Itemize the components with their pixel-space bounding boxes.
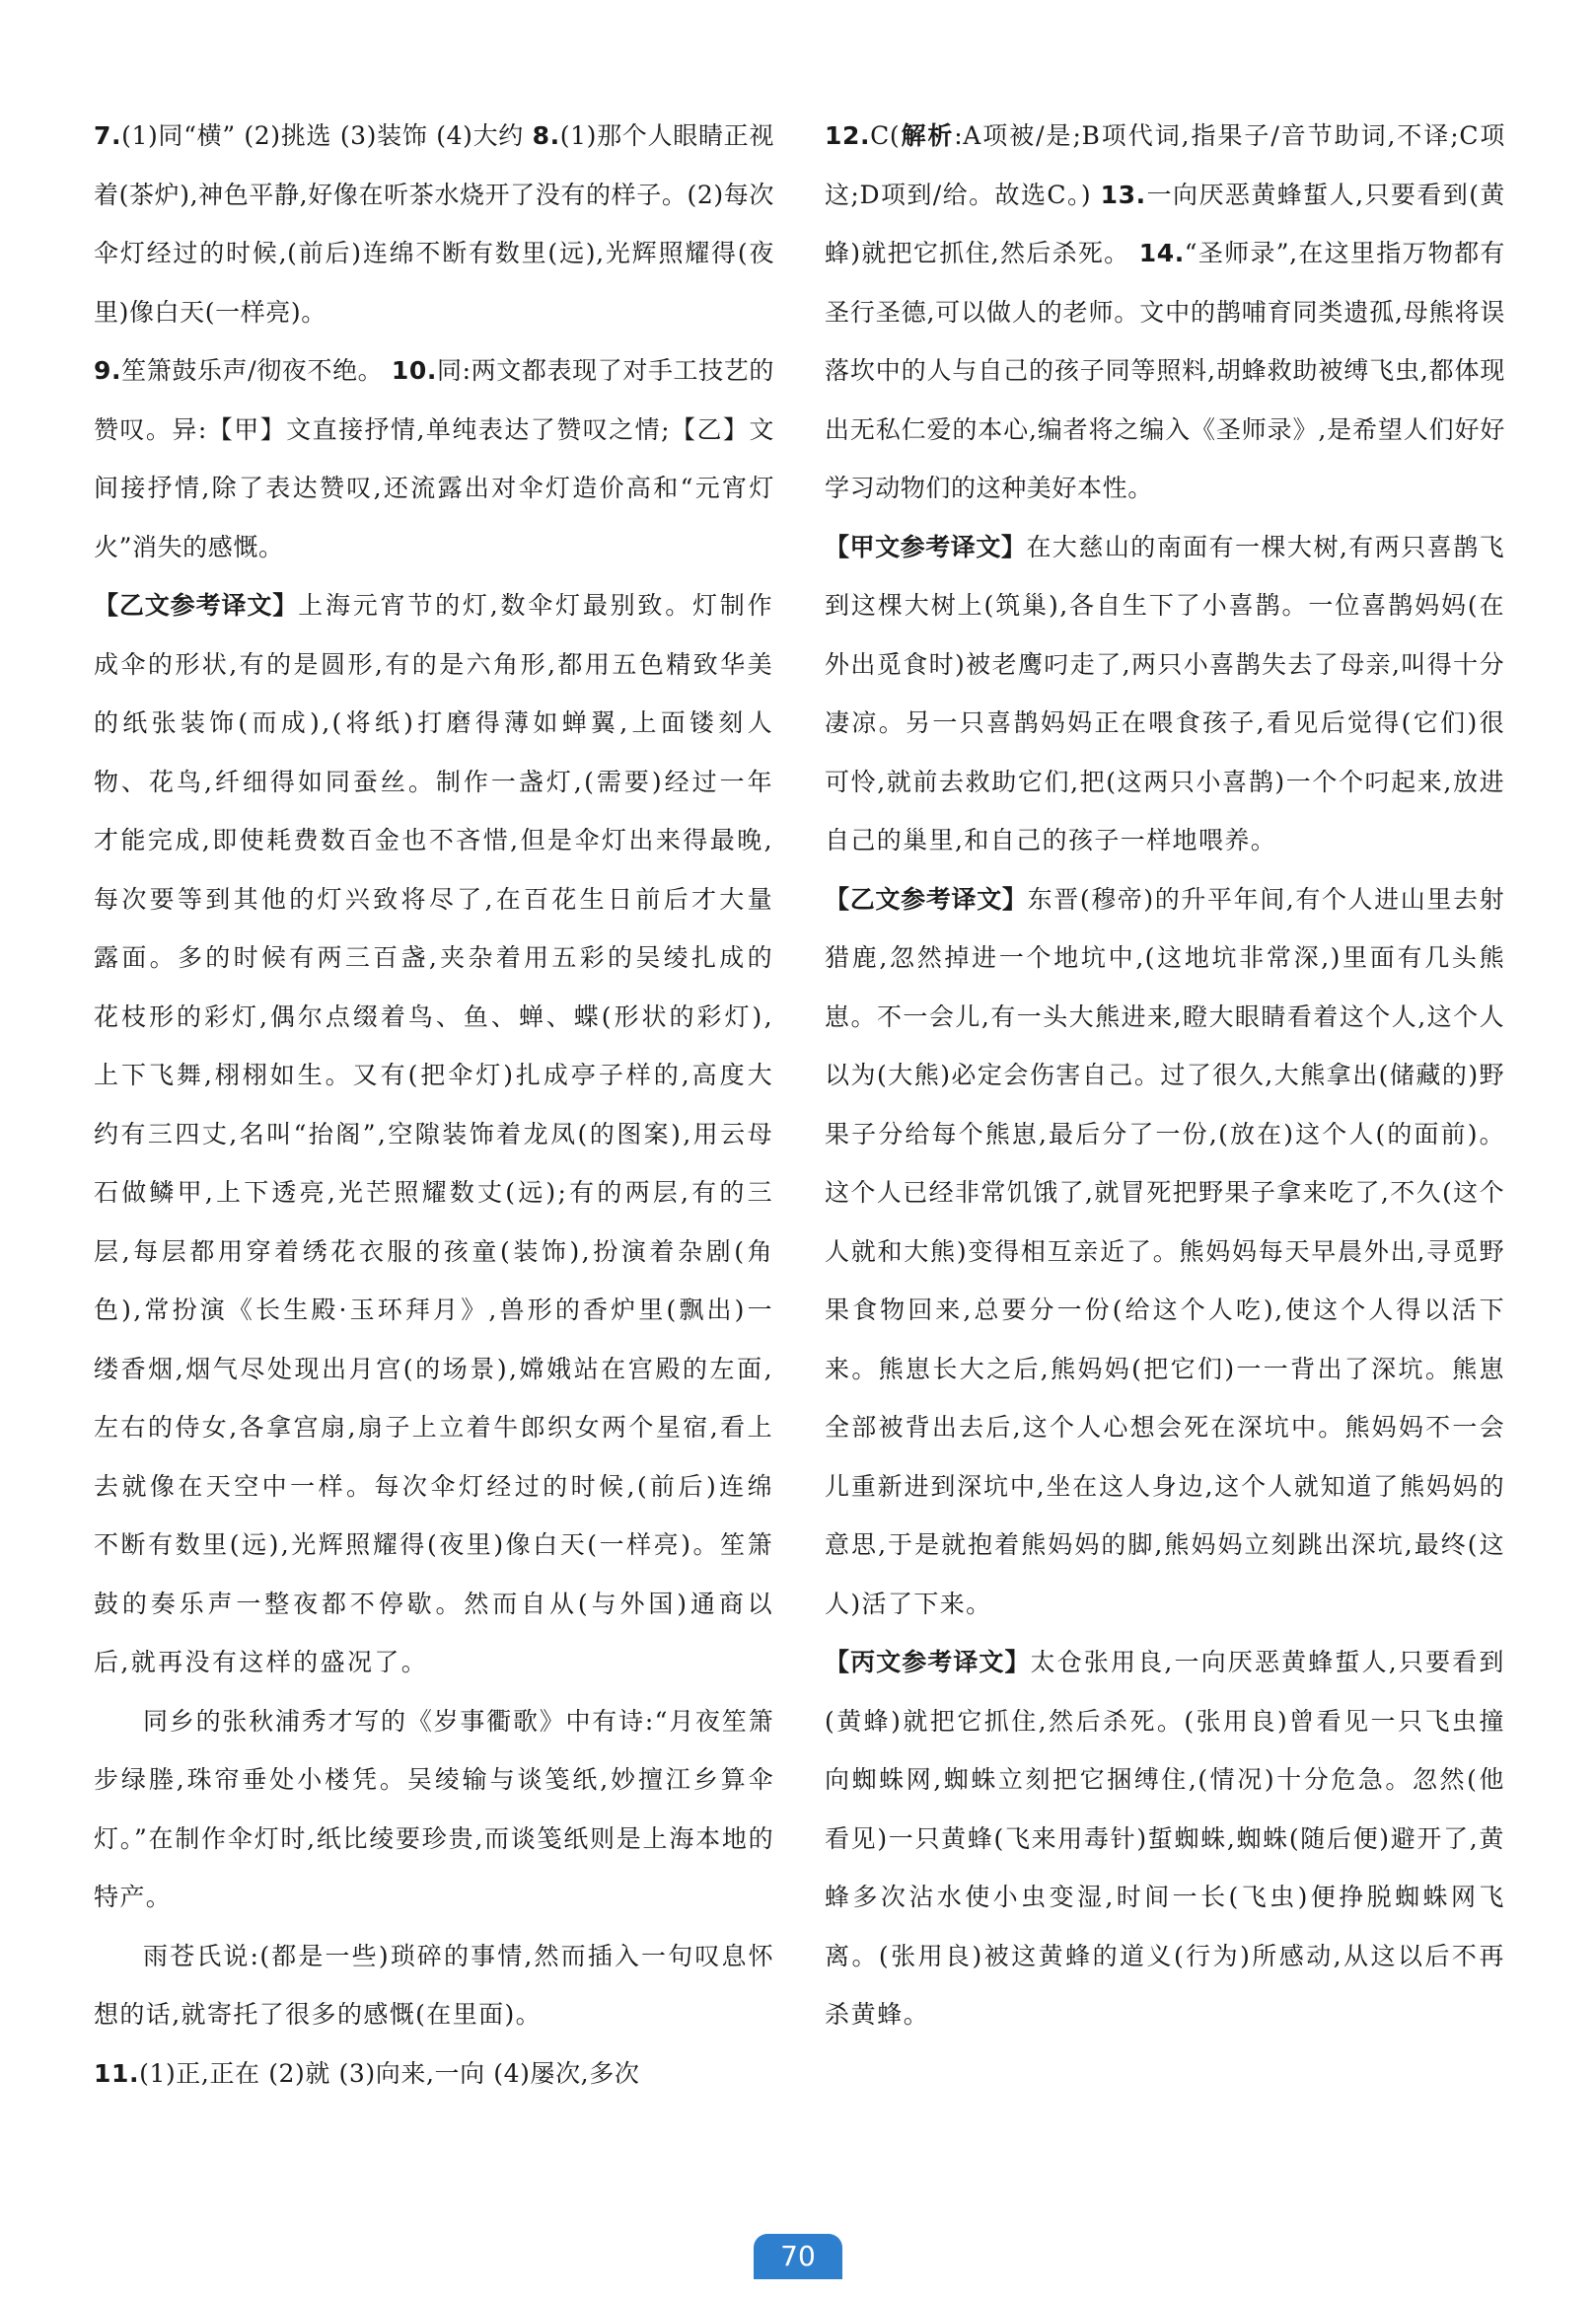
- question-number: 12.: [825, 121, 871, 150]
- question-number: 10.: [391, 356, 437, 385]
- question-number: 11.: [94, 2058, 140, 2088]
- left-column: [94, 107, 774, 2103]
- question-number: 9.: [94, 356, 122, 385]
- answer-text: “圣师录”,在这里指万物都有圣行圣德,可以做人的老师。文中的鹊哺育同类遗孤,母熊将误落坎中的人与自己的孩子同等照料,胡蜂救助被缚飞虫,都体现出无私仁爱的本心,编者将之编入《圣师录》,是希望人们好好学习动物们的这种美好本性。: [825, 239, 1505, 502]
- translation-yi-paragraph-3: 雨苍氏说:(都是一些)琐碎的事情,然而插入一句叹息怀想的话,就寄托了很多的感慨(在里面)。: [94, 1941, 774, 2029]
- answer-text: 同:两文都表现了对手工技艺的赞叹。异:【甲】文直接抒情,单纯表达了赞叹之情;【乙】文间接抒情,除了表达赞叹,还流露出对伞灯造价高和“元宵灯火”消失的感慨。: [94, 356, 775, 561]
- section-label: 【甲文参考译文】: [825, 532, 1027, 561]
- section-label: 【乙文参考译文】: [825, 884, 1028, 914]
- answer-text: (1)正,正在 (2)就 (3)向来,一向 (4)屡次,多次: [139, 2058, 640, 2088]
- translation-yi-paragraph: [94, 576, 774, 1692]
- answer-text: C(: [870, 121, 901, 150]
- translation-text: 在大慈山的南面有一棵大树,有两只喜鹊飞到这棵大树上(筑巢),各自生下了小喜鹊。一位喜鹊妈妈(在外出觅食时)被老鹰叼走了,两只小喜鹊失去了母亲,叫得十分凄凉。另一只喜鹊妈妈正在喂食孩子,看见后觉得(它们)很可怜,就前去救助它们,把(这两只小喜鹊)一个个叼起来,放进自己的巢里,和自己的孩子一样地喂养。: [825, 532, 1505, 854]
- translation-yi-paragraph-2: 同乡的张秋浦秀才写的《岁事衢歌》中有诗:“月夜笙箫步绿塍,珠帘垂处小楼凭。吴绫输与谈笺纸,妙擅江乡算伞灯。”在制作伞灯时,纸比绫要珍贵,而谈笺纸则是上海本地的特产。: [94, 1706, 774, 1911]
- answer-text: (1)同“横” (2)挑选 (3)装饰 (4)大约: [121, 121, 533, 150]
- translation-text: 太仓张用良,一向厌恶黄蜂蜇人,只要看到(黄蜂)就把它抓住,然后杀死。(张用良)曾看见一只飞虫撞向蜘蛛网,蜘蛛立刻把它捆缚住,(情况)十分危急。忽然(他看见)一只黄蜂(飞来用毒针)蜇蜘蛛,蜘蛛(随后便)避开了,黄蜂多次沾水使小虫变湿,时间一长(飞虫)便挣脱蜘蛛网飞离。(张用良)被这黄蜂的道义(行为)所感动,从这以后不再杀黄蜂。: [825, 1648, 1505, 2029]
- answer-q11: [94, 2044, 774, 2104]
- analysis-label: 解析: [900, 121, 955, 150]
- translation-bing-paragraph: [825, 1633, 1505, 2044]
- answer-text: 一向厌恶黄蜂蜇人,只要看到(黄蜂)就把它抓住,然后杀死。: [825, 180, 1505, 267]
- answer-text: 笙箫鼓乐声/彻夜不绝。: [121, 356, 392, 385]
- question-number: 13.: [1100, 180, 1146, 209]
- right-column: [825, 107, 1505, 2044]
- answer-text: (1)那个人眼睛正视着(茶炉),神色平静,好像在听茶水烧开了没有的样子。(2)每次伞灯经过的时候,(前后)连绵不断有数里(远),光辉照耀得(夜里)像白天(一样亮)。: [94, 121, 774, 327]
- translation-text: 东晋(穆帝)的升平年间,有个人进山里去射猎鹿,忽然掉进一个地坑中,(这地坑非常深,)里面有几头熊崽。不一会儿,有一头大熊进来,瞪大眼睛看着这个人,这个人以为(大熊)必定会伤害自己。过了很久,大熊拿出(储藏的)野果子分给每个熊崽,最后分了一份,(放在)这个人(的面前)。这个人已经非常饥饿了,就冒死把野果子拿来吃了,不久(这个人就和大熊)变得相互亲近了。熊妈妈每天早晨外出,寻觅野果食物回来,总要分一份(给这个人吃),使这个人得以活下来。熊崽长大之后,熊妈妈(把它们)一一背出了深坑。熊崽全部被背出去后,这个人心想会死在深坑中。熊妈妈不一会儿重新进到深坑中,坐在这人身边,这个人就知道了熊妈妈的意思,于是就抱着熊妈妈的脚,熊妈妈立刻跳出深坑,最终(这人)活了下来。: [825, 884, 1505, 1618]
- question-number: 14.: [1138, 239, 1185, 267]
- answer-q12-q14: [825, 107, 1505, 518]
- translation-jia-paragraph: [825, 518, 1505, 870]
- section-label: 【丙文参考译文】: [825, 1648, 1031, 1676]
- answer-text: :A项被/是;B项代词,指果子/音节助词,不译;C项这;D项到/给。故选C。): [825, 121, 1505, 209]
- answer-q9-q10: [94, 341, 774, 576]
- question-number: 8.: [532, 121, 560, 150]
- question-number: 7.: [94, 121, 122, 150]
- translation-text: 上海元宵节的灯,数伞灯最别致。灯制作成伞的形状,有的是圆形,有的是六角形,都用五色精致华美的纸张装饰(而成),(将纸)打磨得薄如蝉翼,上面镂刻人物、花鸟,纤细得如同蚕丝。制作一盏灯,(需要)经过一年才能完成,即使耗费数百金也不吝惜,但是伞灯出来得最晚,每次要等到其他的灯兴致将尽了,在百花生日前后才大量露面。多的时候有两三百盏,夹杂着用五彩的吴绫扎成的花枝形的彩灯,偶尔点缀着鸟、鱼、蝉、蝶(形状的彩灯),上下飞舞,栩栩如生。又有(把伞灯)扎成亭子样的,高度大约有三四丈,名叫“抬阁”,空隙装饰着龙凤(的图案),用云母石做鳞甲,上下透亮,光芒照耀数丈(远);有的两层,有的三层,每层都用穿着绣花衣服的孩童(装饰),扮演着杂剧(角色),常扮演《长生殿·玉环拜月》,兽形的香炉里(飘出)一缕香烟,烟气尽处现出月宫(的场景),嫦娥站在宫殿的左面,左右的侍女,各拿宫扇,扇子上立着牛郎织女两个星宿,看上去就像在天空中一样。每次伞灯经过的时候,(前后)连绵不断有数里(远),光辉照耀得(夜里)像白天(一样亮)。笙箫鼓的奏乐声一整夜都不停歇。然而自从(与外国)通商以后,就再没有这样的盛况了。: [94, 591, 774, 1676]
- section-label: 【乙文参考译文】: [94, 591, 299, 620]
- page-number: 70: [754, 2234, 842, 2279]
- answer-q7-q8: [94, 107, 774, 341]
- translation-yi2-paragraph: [825, 870, 1505, 1634]
